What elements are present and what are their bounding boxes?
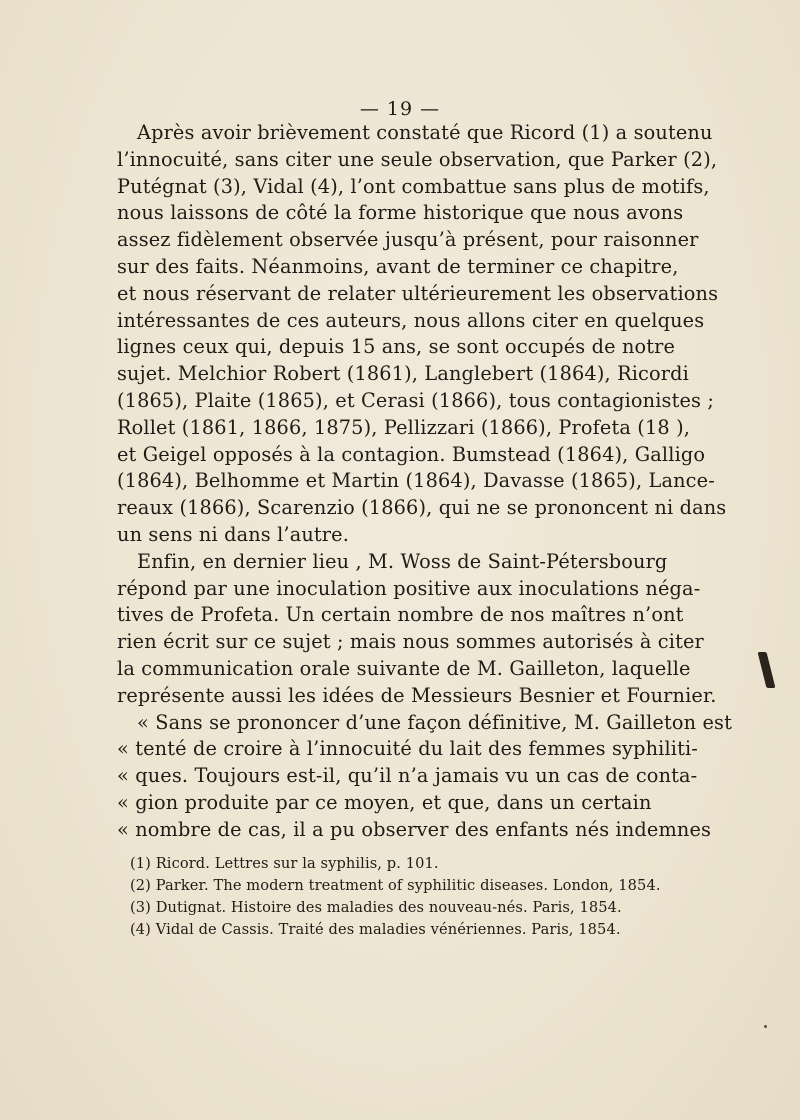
paper-speck bbox=[764, 1025, 767, 1028]
text-line: et nous réservant de relater ultérieurement les observations bbox=[117, 281, 719, 305]
text-line: sujet. Melchior Robert (1861), Langlebert (1864), Ricordi bbox=[117, 362, 689, 386]
text-line: et Geigel opposés à la contagion. Bumstead (1864), Galligo bbox=[117, 442, 706, 466]
text-line: lignes ceux qui, depuis 15 ans, se sont occupés de notre bbox=[117, 335, 676, 359]
text-line: répond par une inoculation positive aux inoculations néga- bbox=[117, 576, 701, 600]
footnote-1: (1) Ricord. Lettres sur la syphilis, p. 101. bbox=[130, 855, 439, 872]
footnote-3: (3) Dutignat. Histoire des maladies des nouveau-nés. Paris, 1854. bbox=[130, 899, 622, 916]
text-line: (1864), Belhomme et Martin (1864), Davasse (1865), Lance- bbox=[117, 469, 715, 493]
footnote-2: (2) Parker. The modern treatment of syphilitic diseases. London, 1854. bbox=[130, 877, 661, 894]
footnotes bbox=[130, 853, 661, 941]
paragraph-2 bbox=[117, 549, 717, 710]
text-line: rien écrit sur ce sujet ; mais nous sommes autorisés à citer bbox=[117, 630, 704, 654]
text-line: intéressantes de ces auteurs, nous allons citer en quelques bbox=[117, 308, 705, 332]
quotation-paragraph bbox=[117, 710, 732, 844]
paragraph-1 bbox=[117, 120, 727, 549]
text-line: la communication orale suivante de M. Gailleton, laquelle bbox=[117, 656, 691, 680]
text-line: assez fidèlement observée jusqu’à présent, pour raisonner bbox=[117, 228, 699, 252]
text-line: tives de Profeta. Un certain nombre de nos maîtres n’ont bbox=[117, 603, 684, 627]
text-line: nous laissons de côté la forme historique que nous avons bbox=[117, 201, 684, 225]
text-line: représente aussi les idées de Messieurs Besnier et Fournier. bbox=[117, 683, 717, 707]
margin-ink-mark bbox=[758, 652, 776, 688]
quote-line: « Sans se prononcer d’une façon définitive, M. Gailleton est bbox=[137, 710, 732, 734]
body-text bbox=[117, 120, 732, 844]
text-line: Putégnat (3), Vidal (4), l’ont combattue sans plus de motifs, bbox=[117, 174, 710, 198]
text-line: Après avoir brièvement constaté que Ricord (1) a soutenu bbox=[137, 121, 713, 144]
text-line: Rollet (1861, 1866, 1875), Pellizzari (1866), Profeta (18 ), bbox=[117, 415, 691, 439]
quote-line: « nombre de cas, il a pu observer des enfants nés indemnes bbox=[117, 817, 712, 841]
text-line: Enfin, en dernier lieu , M. Woss de Saint-Pétersbourg bbox=[137, 549, 668, 573]
text-line: sur des faits. Néanmoins, avant de terminer ce chapitre, bbox=[117, 254, 679, 278]
page-number: — 19 — bbox=[359, 98, 441, 120]
footnote-4: (4) Vidal de Cassis. Traité des maladies vénériennes. Paris, 1854. bbox=[130, 921, 621, 938]
text-line: un sens ni dans l’autre. bbox=[117, 522, 350, 546]
quote-line: « gion produite par ce moyen, et que, dans un certain bbox=[117, 790, 652, 814]
text-line: (1865), Plaite (1865), et Cerasi (1866), tous contagionistes ; bbox=[117, 388, 715, 412]
text-line: reaux (1866), Scarenzio (1866), qui ne se prononcent ni dans bbox=[117, 496, 727, 520]
quote-line: « tenté de croire à l’innocuité du lait des femmes syphiliti- bbox=[117, 737, 698, 761]
quote-line: « ques. Toujours est-il, qu’il n’a jamais vu un cas de conta- bbox=[117, 764, 698, 788]
text-line: l’innocuité, sans citer une seule observation, que Parker (2), bbox=[117, 147, 718, 171]
